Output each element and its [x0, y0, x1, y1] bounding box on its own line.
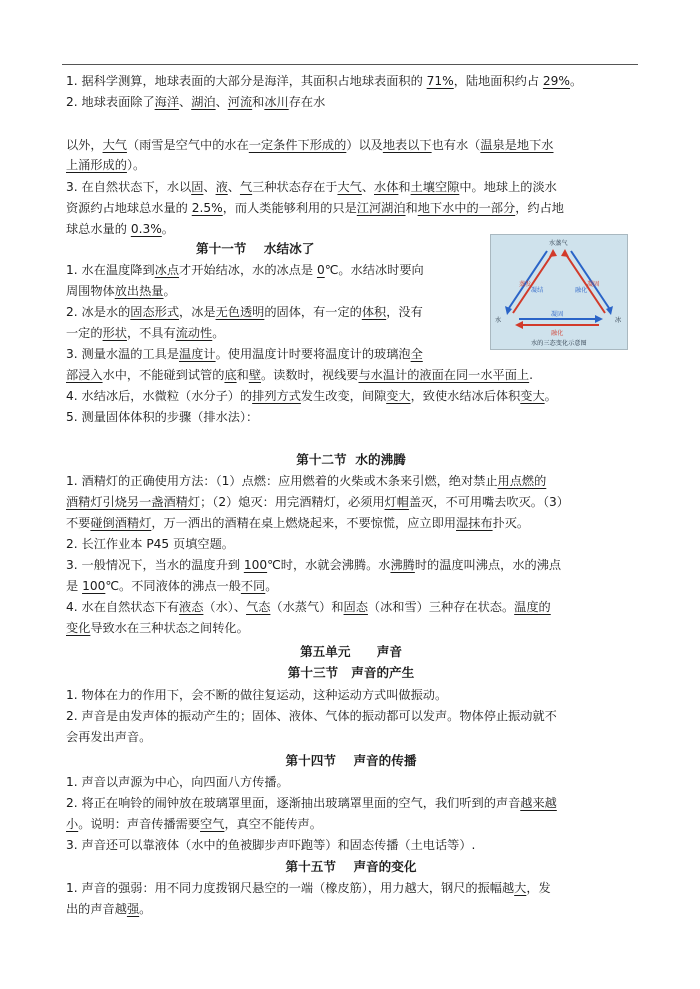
- text: ，真空不能传声。: [224, 817, 322, 831]
- text: ，冰是: [179, 305, 216, 319]
- answer: 河流: [227, 95, 253, 109]
- text: 和: [236, 368, 249, 382]
- arrowhead: [595, 315, 603, 323]
- text: .: [529, 368, 533, 382]
- para-15-1b: [66, 898, 636, 920]
- text: ）。: [126, 158, 146, 172]
- answer: 大: [514, 881, 527, 895]
- answer: 壁: [248, 368, 261, 382]
- label-freeze: 凝固: [551, 311, 564, 318]
- answer: 全: [410, 347, 423, 361]
- text: （水）、: [203, 600, 247, 614]
- para-12-1c: [66, 512, 636, 534]
- answer: 固态: [343, 600, 368, 614]
- answer: 2.5%: [191, 201, 223, 215]
- text: 2. 声音是由发声体的振动产生的；固体、液体、气体的振动都可以发声。物体停止振动就不: [66, 709, 557, 723]
- text: 。: [570, 74, 583, 88]
- para-11-1b: [66, 280, 476, 302]
- text: 4. 水在自然状态下有: [66, 600, 180, 614]
- para-14-3: [66, 834, 636, 856]
- text: ；（2）熄灭：用完酒精灯，必须用: [200, 495, 385, 509]
- para-14-1: [66, 771, 636, 793]
- section-15-heading: 第十五节 声音的变化: [285, 859, 417, 874]
- text: 3. 一般情况下，当水的温度升到: [66, 558, 244, 572]
- answer: 小: [66, 817, 79, 831]
- label-condense: 凝结: [531, 287, 544, 294]
- text: 水中，不能碰到试管的: [102, 368, 225, 382]
- text: ，不具有: [126, 326, 176, 340]
- para-ocean-area: [66, 70, 636, 92]
- answer: 0.3%: [130, 222, 162, 236]
- answer: 变化: [66, 621, 91, 635]
- text: 、: [215, 95, 228, 109]
- label-ice: 冰: [615, 317, 622, 324]
- text: 和: [252, 95, 265, 109]
- text: ，致使水结冰后体积: [410, 389, 521, 403]
- text: 发生改变，间隙: [300, 389, 387, 403]
- text: 盖灭，不可用嘴去吹灭。（3）: [408, 495, 569, 509]
- text: 。: [161, 222, 174, 236]
- answer: 排列方式: [252, 389, 301, 403]
- text: 不要: [66, 516, 91, 530]
- text: 1. 声音以声源为中心，向四面八方传播。: [66, 775, 289, 789]
- arrowhead: [561, 249, 569, 257]
- label-water: 水: [495, 317, 502, 324]
- text: ，而人类能够利用的只是: [222, 201, 357, 215]
- para-15-1a: [66, 877, 636, 899]
- answer: 底: [224, 368, 237, 382]
- text: 4. 水结冰后，水微粒（水分子）的: [66, 389, 253, 403]
- answer: 碰倒酒精灯: [90, 516, 152, 530]
- text: （雨雪是空气中的水在: [126, 138, 249, 152]
- answer: 空气: [200, 817, 225, 831]
- para-11-2b: [66, 322, 476, 344]
- answer: 地表以下: [382, 138, 432, 152]
- answer: 变大: [386, 389, 411, 403]
- para-11-4: [66, 385, 636, 407]
- text: 。: [265, 579, 278, 593]
- answer: 越来越: [520, 796, 557, 810]
- label-evaporate: 蒸发: [519, 281, 532, 288]
- text: （冰和雪）三种存在状态。: [367, 600, 515, 614]
- text: 2. 冰是水的: [66, 305, 131, 319]
- text: 3. 声音还可以靠液体（水中的鱼被脚步声吓跑等）和固态传播（土电话等）.: [66, 838, 476, 852]
- para-12-4a: [66, 596, 636, 618]
- para-12-4b: [66, 617, 636, 639]
- text: 2. 地球表面除了: [66, 95, 155, 109]
- water-states-diagram: [490, 234, 628, 350]
- para-states-line1: [66, 176, 636, 198]
- text: 1. 物体在力的作用下，会不断的做往复运动，这种运动方式叫做振动。: [66, 688, 448, 702]
- text: 1. 声音的强弱：用不同力度拨钢尺悬空的一端（橡皮筋），用力越大，钢尺的振幅越: [66, 881, 515, 895]
- answer: 固态形式: [130, 305, 180, 319]
- answer: 气: [239, 180, 253, 194]
- text: 。说明：声音传播需要: [78, 817, 201, 831]
- answer: 部浸入: [66, 368, 103, 382]
- para-12-1a: [66, 470, 636, 492]
- label-melt: 融化: [575, 287, 588, 294]
- text: 1. 酒精灯的正确使用方法：（1）点燃：应用燃着的火柴或木条来引燃，绝对禁止: [66, 474, 498, 488]
- answer: 酒精灯引烧另一盏酒精灯: [66, 495, 201, 509]
- text: ℃。水结冰时要向: [324, 263, 424, 277]
- text: 和: [398, 180, 411, 194]
- answer: 用点燃的: [497, 474, 547, 488]
- text: 资源约占地球总水量的: [66, 201, 192, 215]
- para-atmosphere-line1: [66, 134, 636, 156]
- text: 、: [203, 180, 216, 194]
- text: （水蒸气）和: [270, 600, 344, 614]
- section-12-heading: 第十二节 水的沸腾: [296, 452, 406, 467]
- para-11-1a: [66, 259, 476, 281]
- para-13-2b: [66, 726, 636, 748]
- answer: 温度的: [514, 600, 551, 614]
- answer: 100: [82, 579, 106, 593]
- para-12-3b: [66, 575, 636, 597]
- answer: 冰川: [264, 95, 289, 109]
- text: 三种状态存在于: [252, 180, 338, 194]
- unit-5-heading: 第五单元 声音: [300, 644, 402, 659]
- text: 2. 将正在响铃的闹钟放在玻璃罩里面，逐渐抽出玻璃罩里面的空气，我们听到的声音: [66, 796, 521, 810]
- para-11-2a: [66, 301, 476, 323]
- section-14-heading: 第十四节 声音的传播: [285, 753, 417, 768]
- text: 球总水量的: [66, 222, 131, 236]
- text: 。使用温度计时要将温度计的玻璃泡: [215, 347, 411, 361]
- text: ，陆地面积约占: [453, 74, 543, 88]
- answer: 固: [191, 180, 204, 194]
- text: 。: [163, 284, 176, 298]
- answer: 水体: [374, 180, 399, 194]
- para-14-2b: [66, 813, 636, 835]
- para-12-2: [66, 533, 636, 555]
- label-solidify: 凝固: [587, 281, 600, 288]
- diagram-caption: 水的三态变化示意图: [531, 340, 587, 347]
- text: 时的温度叫沸点，水的沸点: [414, 558, 562, 572]
- answer: 体积: [361, 305, 387, 319]
- text: 5. 测量固体体积的步骤（排水法）：: [66, 410, 259, 424]
- answer: 上涌形成的: [66, 158, 127, 172]
- text: 中。地球上的淡水: [459, 180, 557, 194]
- answer: 气态: [246, 600, 271, 614]
- text: 2. 长江作业本 P45 页填空题。: [66, 537, 234, 551]
- para-atmosphere-line2: [66, 154, 636, 176]
- text: 1. 水在温度降到: [66, 263, 155, 277]
- answer: 形状: [102, 326, 127, 340]
- text: 会再发出声音。: [66, 730, 152, 744]
- text: 、: [179, 95, 192, 109]
- answer: 0: [316, 263, 325, 277]
- answer: 变大: [520, 389, 545, 403]
- answer: 液态: [179, 600, 204, 614]
- text: ，约占地: [515, 201, 564, 215]
- text: 出的声音越: [66, 902, 127, 916]
- answer: 土壤空隙: [410, 180, 460, 194]
- para-water-bodies: [66, 91, 636, 113]
- text: 一定的: [66, 326, 103, 340]
- section-11-heading: 第十一节 水结冰了: [196, 241, 315, 256]
- answer: 冰点: [154, 263, 180, 277]
- text: 和: [405, 201, 418, 215]
- text: ，发: [526, 881, 551, 895]
- answer: 沸腾: [390, 558, 415, 572]
- answer: 温泉是地下水: [480, 138, 554, 152]
- text: 3. 测量水温的工具是: [66, 347, 180, 361]
- answer: 29%: [542, 74, 571, 88]
- answer: 湖泊: [191, 95, 216, 109]
- para-11-5: [66, 406, 636, 428]
- text: ℃。不同液体的沸点一般: [105, 579, 241, 593]
- answer: 温度计: [179, 347, 216, 361]
- answer: 地下水中的一部分: [417, 201, 516, 215]
- text: 、: [227, 180, 240, 194]
- answer: 放出热量: [114, 284, 164, 298]
- text: 3. 在自然状态下，水以: [66, 180, 192, 194]
- answer: 强: [126, 902, 140, 916]
- answer: 大气: [102, 138, 127, 152]
- text: 。读数时，视线要: [261, 368, 359, 382]
- para-12-3a: [66, 554, 636, 576]
- answer: 大气: [337, 180, 362, 194]
- text: 是: [66, 579, 83, 593]
- text: 。: [544, 389, 557, 403]
- answer: 100: [243, 558, 268, 572]
- header-rule: [62, 64, 638, 65]
- text: ，没有: [386, 305, 423, 319]
- text: 1. 据科学测算，地球表面的大部分是海洋，其面积占地球表面积的: [66, 74, 427, 88]
- text: 的固体，有一定的: [264, 305, 362, 319]
- text: 导致水在三种状态之间转化。: [90, 621, 249, 635]
- text: 存在水: [288, 95, 326, 109]
- text: 才开始结冰，水的冰点是: [179, 263, 317, 277]
- text: 周围物体: [66, 284, 115, 298]
- text: 、: [361, 180, 375, 194]
- text: 。: [212, 326, 225, 340]
- para-13-2a: [66, 705, 636, 727]
- answer: 江河湖泊: [356, 201, 406, 215]
- answer: 与水温计的液面在同一水平面上: [358, 368, 530, 382]
- arrowhead: [515, 321, 523, 329]
- text: 以外，: [66, 138, 103, 152]
- answer: 海洋: [154, 95, 180, 109]
- text: 。: [139, 902, 152, 916]
- label-vapor: 水蒸气: [549, 240, 568, 247]
- answer: 灯帽: [384, 495, 409, 509]
- text: ℃时，水就会沸腾。水: [267, 558, 391, 572]
- text: ）以及: [346, 138, 383, 152]
- para-14-2a: [66, 792, 636, 814]
- text: 扑灭。: [492, 516, 530, 530]
- answer: 湿抹布: [456, 516, 493, 530]
- para-11-3b: [66, 364, 636, 386]
- answer: 无色透明: [215, 305, 265, 319]
- answer: 一定条件下形成的: [248, 138, 347, 152]
- section-13-heading: 第十三节 声音的产生: [287, 665, 415, 680]
- answer: 71%: [426, 74, 454, 88]
- answer: 不同: [240, 579, 266, 593]
- para-states-line2: [66, 197, 636, 219]
- label-thaw: 融化: [551, 330, 564, 337]
- answer: 流动性: [175, 326, 213, 340]
- para-13-1: [66, 684, 636, 706]
- text: 也有水（: [431, 138, 481, 152]
- arrowhead: [549, 249, 557, 257]
- text: ，万一洒出的酒精在桌上燃烧起来，不要惊慌，应立即用: [151, 516, 456, 530]
- answer: 液: [215, 180, 228, 194]
- para-12-1b: [66, 491, 636, 513]
